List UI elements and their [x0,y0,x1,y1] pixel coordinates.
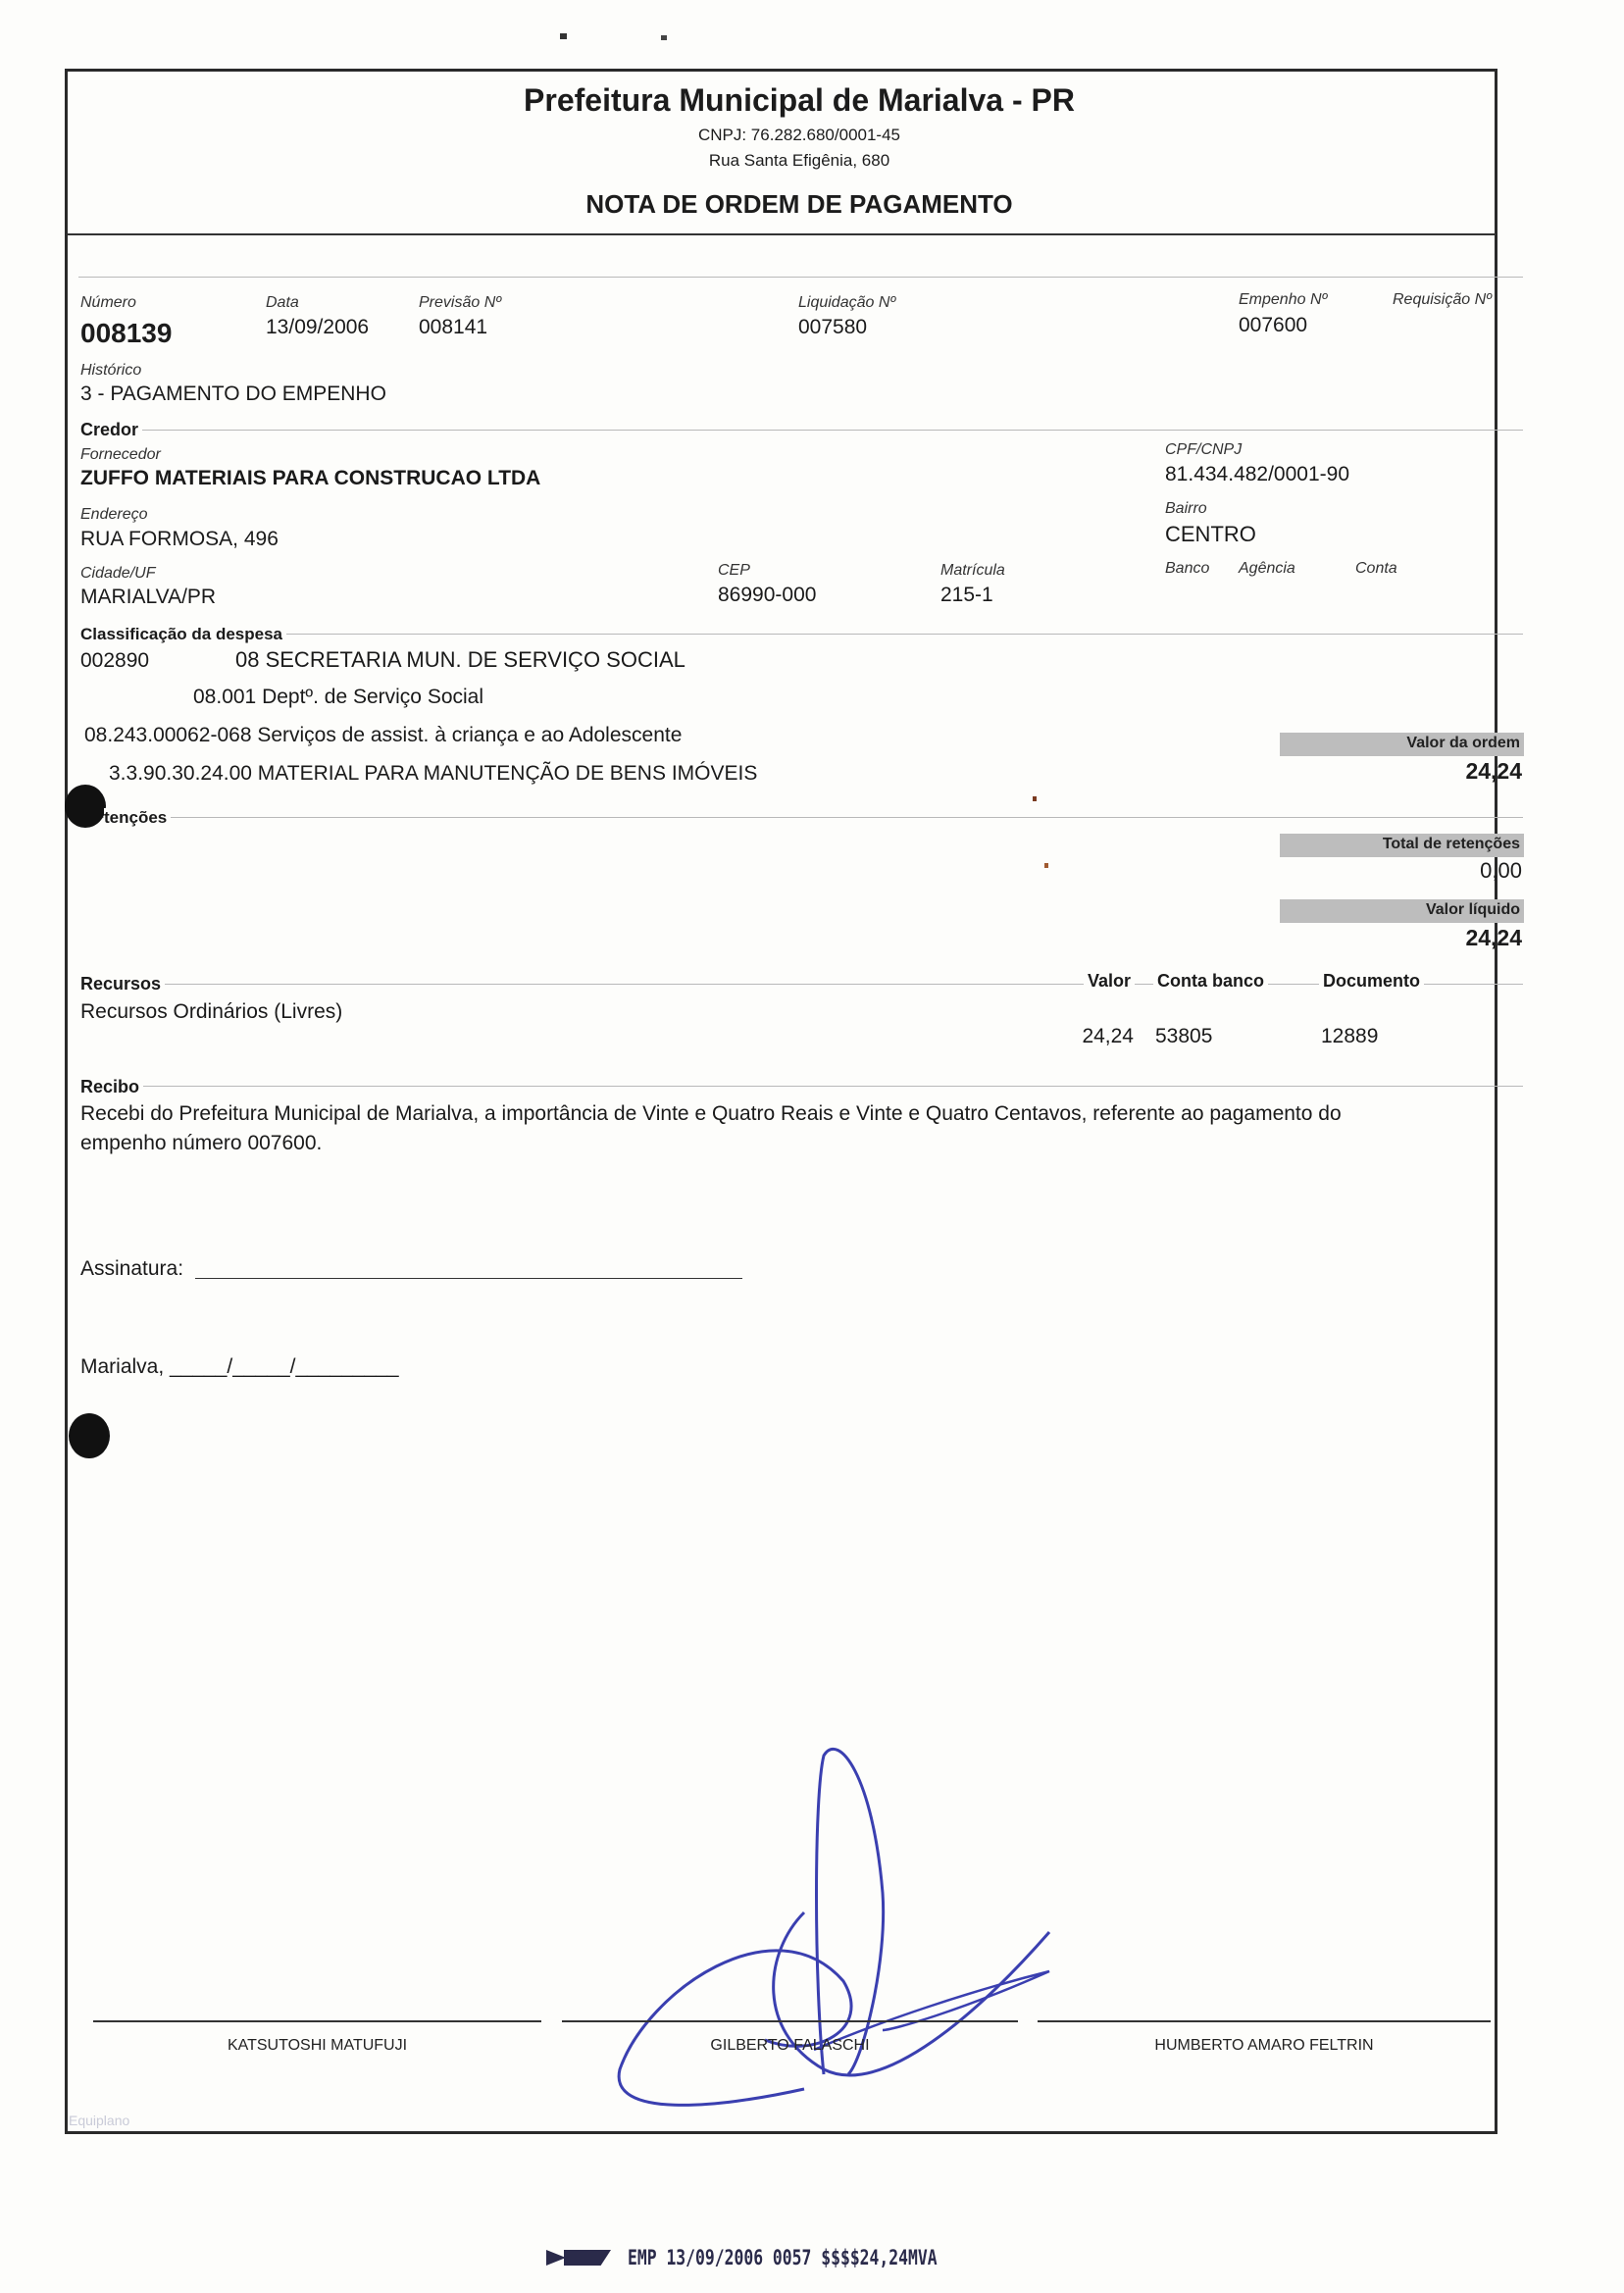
recursos-valor-label: Valor [1084,971,1135,992]
cep-value: 86990-000 [718,584,817,606]
divider [80,984,1523,985]
classificacao-funcional: 08.243.00062-068 Serviços de assist. à criança e ao Adolescente [84,724,683,746]
previsao-label: Previsão Nº [419,294,502,311]
retencoes-section: tenções [104,808,171,828]
cpf-value: 81.434.482/0001-90 [1165,463,1350,485]
data-label: Data [266,294,299,311]
assinatura-label: Assinatura: [80,1257,184,1280]
classificacao-unidade: 08.001 Deptº. de Serviço Social [193,686,484,708]
signatory-1: KATSUTOSHI MATUFUJI [227,2037,408,2054]
conta-label: Conta [1355,560,1397,577]
recursos-valor: 24,24 [1082,1025,1134,1047]
document-title: NOTA DE ORDEM DE PAGAMENTO [585,189,1013,219]
recursos-documento: 12889 [1321,1025,1379,1047]
org-title: Prefeitura Municipal de Marialva - PR [524,82,1075,118]
org-address: Rua Santa Efigênia, 680 [708,151,890,170]
endereco-label: Endereço [80,506,148,523]
classificacao-elemento: 3.3.90.30.24.00 MATERIAL PARA MANUTENÇÃO DE BENS IMÓVEIS [109,762,758,785]
bairro-label: Bairro [1165,500,1207,517]
empenho-value: 007600 [1239,314,1308,336]
recursos-conta-label: Conta banco [1153,971,1268,992]
divider [80,1086,1523,1087]
punch-hole [65,785,106,828]
assinatura-line [195,1278,742,1279]
recursos-section: Recursos [80,974,165,994]
signature-line-1 [93,2020,541,2022]
divider [80,817,1523,818]
requisicao-label: Requisição Nº [1393,291,1492,308]
signature-line-2 [562,2020,1018,2022]
endereco-value: RUA FORMOSA, 496 [80,528,279,550]
scan-mark [661,35,667,40]
bank-stamp-logo [546,2248,612,2268]
cep-label: CEP [718,562,750,579]
valor-ordem-label: Valor da ordem [1406,735,1520,751]
cidade-value: MARIALVA/PR [80,586,217,608]
recursos-conta: 53805 [1155,1025,1213,1047]
total-retencoes-bar [1280,834,1524,857]
recibo-text-line2: empenho número 007600. [80,1132,323,1154]
previsao-value: 008141 [419,316,488,338]
fornecedor-label: Fornecedor [80,446,161,463]
punch-hole [69,1413,110,1458]
cidade-label: Cidade/UF [80,565,156,582]
empenho-label: Empenho Nº [1239,291,1328,308]
recibo-text-line1: Recebi do Prefeitura Municipal de Marialva, a importância de Vinte e Quatro Reais e Vinte e Quatro Centavos, referente ao pagamento do [80,1102,1342,1125]
matricula-value: 215-1 [940,584,993,606]
total-retencoes-label: Total de retenções [1382,836,1520,852]
valor-liquido-value: 24,24 [1465,925,1522,950]
banco-label: Banco [1165,560,1210,577]
valor-ordem-bar [1280,733,1524,756]
signatory-3: HUMBERTO AMARO FELTRIN [1154,2037,1374,2054]
valor-ordem-value: 24,24 [1465,758,1522,784]
local-data: Marialva, _____/_____/_________ [80,1355,399,1378]
matricula-label: Matrícula [940,562,1005,579]
agencia-label: Agência [1239,560,1295,577]
classificacao-orgao: 08 SECRETARIA MUN. DE SERVIÇO SOCIAL [235,647,685,672]
bairro-value: CENTRO [1165,522,1256,546]
divider [80,634,1523,635]
classificacao-section: Classificação da despesa [80,625,286,644]
recibo-section: Recibo [80,1077,143,1097]
valor-liquido-label: Valor líquido [1425,901,1520,918]
valor-liquido-bar [1280,899,1524,923]
numero-value: 008139 [80,318,173,348]
ink-speck [1033,796,1037,801]
liquidacao-label: Liquidação Nº [798,294,896,311]
historico-value: 3 - PAGAMENTO DO EMPENHO [80,382,386,405]
liquidacao-value: 007580 [798,316,868,338]
data-value: 13/09/2006 [266,316,370,338]
classificacao-code: 002890 [80,649,150,672]
scan-mark [560,33,567,39]
ink-speck [1044,863,1048,868]
fornecedor-value: ZUFFO MATERIAIS PARA CONSTRUCAO LTDA [80,467,541,489]
org-cnpj: CNPJ: 76.282.680/0001-45 [697,126,901,144]
total-retencoes-value: 0,00 [1480,858,1522,883]
recursos-descricao: Recursos Ordinários (Livres) [80,1000,343,1023]
handwritten-signature [588,1736,1079,2118]
bank-stamp: EMP 13/09/2006 0057 $$$$24,24MVA [628,2246,938,2269]
cpf-label: CPF/CNPJ [1165,441,1243,458]
divider [78,277,1523,278]
signatory-2: GILBERTO FALASCHI [710,2037,870,2054]
divider [80,430,1523,431]
credor-section: Credor [80,420,142,440]
recursos-documento-label: Documento [1319,971,1424,992]
signature-line-3 [1038,2020,1491,2022]
numero-label: Número [80,294,136,311]
header-divider [67,233,1496,235]
software-watermark: Equiplano [69,2113,130,2128]
historico-label: Histórico [80,362,142,379]
